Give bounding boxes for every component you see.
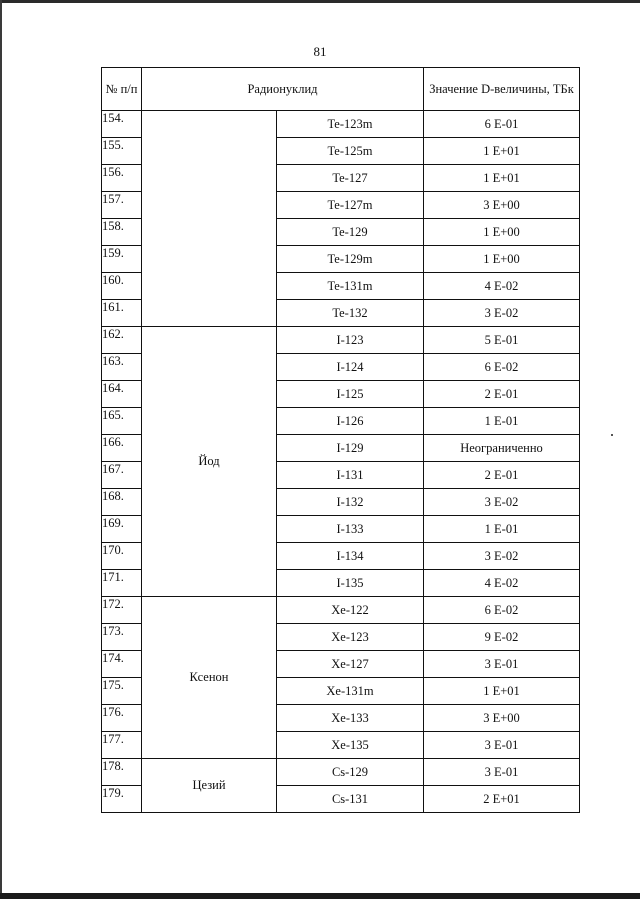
table-row	[102, 111, 580, 138]
page-number: 81	[313, 44, 327, 59]
d-value: 6 E-01	[424, 111, 580, 138]
isotope-name: Xe-131m	[277, 678, 424, 705]
d-value: 2 E-01	[424, 462, 580, 489]
row-number: 174.	[102, 651, 142, 678]
isotope-name: Te-127m	[277, 192, 424, 219]
row-number: 168.	[102, 489, 142, 516]
element-group-name: Ксенон	[142, 597, 277, 759]
row-number: 164.	[102, 381, 142, 408]
isotope-name: Xe-122	[277, 597, 424, 624]
scan-edge-top	[0, 0, 640, 3]
d-value: 6 E-02	[424, 354, 580, 381]
d-value: 3 E+00	[424, 705, 580, 732]
row-number: 159.	[102, 246, 142, 273]
d-value: 1 E+01	[424, 678, 580, 705]
isotope-name: Te-125m	[277, 138, 424, 165]
row-number: 179.	[102, 786, 142, 813]
d-value: 3 E-01	[424, 759, 580, 786]
row-number: 156.	[102, 165, 142, 192]
isotope-name: Te-129m	[277, 246, 424, 273]
isotope-name: Xe-123	[277, 624, 424, 651]
isotope-name: I-133	[277, 516, 424, 543]
row-number: 175.	[102, 678, 142, 705]
isotope-name: I-134	[277, 543, 424, 570]
table-body	[102, 111, 580, 813]
isotope-name: I-124	[277, 354, 424, 381]
row-number: 163.	[102, 354, 142, 381]
isotope-name: I-135	[277, 570, 424, 597]
d-value: 3 E-02	[424, 300, 580, 327]
row-number: 154.	[102, 111, 142, 138]
d-value: 1 E+01	[424, 138, 580, 165]
d-value: 3 E-02	[424, 543, 580, 570]
isotope-name: Cs-129	[277, 759, 424, 786]
d-value: 1 E-01	[424, 408, 580, 435]
header-d-value: Значение D-величины, ТБк	[424, 68, 580, 111]
isotope-name: Te-132	[277, 300, 424, 327]
isotope-name: Te-123m	[277, 111, 424, 138]
element-group-name: Цезий	[142, 759, 277, 813]
d-value: 2 E-01	[424, 381, 580, 408]
d-value: 1 E-01	[424, 516, 580, 543]
isotope-name: Te-127	[277, 165, 424, 192]
row-number: 161.	[102, 300, 142, 327]
d-value: Неограниченно	[424, 435, 580, 462]
d-value: 5 E-01	[424, 327, 580, 354]
radionuclide-table	[101, 67, 580, 813]
d-value: 4 E-02	[424, 273, 580, 300]
row-number: 160.	[102, 273, 142, 300]
row-number: 157.	[102, 192, 142, 219]
header-number: № п/п	[102, 68, 142, 111]
isotope-name: Xe-135	[277, 732, 424, 759]
table-row	[102, 327, 580, 354]
row-number: 165.	[102, 408, 142, 435]
row-number: 166.	[102, 435, 142, 462]
element-group-name	[142, 111, 277, 327]
scan-edge-bottom	[0, 893, 640, 899]
scan-edge-left	[0, 0, 2, 899]
row-number: 167.	[102, 462, 142, 489]
d-value: 3 E-02	[424, 489, 580, 516]
element-group-name: Йод	[142, 327, 277, 597]
row-number: 170.	[102, 543, 142, 570]
isotope-name: Te-129	[277, 219, 424, 246]
isotope-name: I-125	[277, 381, 424, 408]
row-number: 155.	[102, 138, 142, 165]
margin-mark	[611, 434, 613, 436]
d-value: 1 E+00	[424, 246, 580, 273]
row-number: 171.	[102, 570, 142, 597]
row-number: 176.	[102, 705, 142, 732]
isotope-name: Xe-133	[277, 705, 424, 732]
d-value: 6 E-02	[424, 597, 580, 624]
d-value: 9 E-02	[424, 624, 580, 651]
isotope-name: Cs-131	[277, 786, 424, 813]
d-value: 3 E+00	[424, 192, 580, 219]
d-value: 4 E-02	[424, 570, 580, 597]
isotope-name: I-123	[277, 327, 424, 354]
d-value: 3 E-01	[424, 732, 580, 759]
d-value: 2 E+01	[424, 786, 580, 813]
table-row	[102, 759, 580, 786]
d-value: 1 E+01	[424, 165, 580, 192]
row-number: 158.	[102, 219, 142, 246]
table-row	[102, 597, 580, 624]
row-number: 177.	[102, 732, 142, 759]
row-number: 173.	[102, 624, 142, 651]
d-value: 1 E+00	[424, 219, 580, 246]
isotope-name: I-129	[277, 435, 424, 462]
isotope-name: Xe-127	[277, 651, 424, 678]
isotope-name: Te-131m	[277, 273, 424, 300]
header-radionuclide: Радионуклид	[142, 68, 424, 111]
row-number: 178.	[102, 759, 142, 786]
isotope-name: I-132	[277, 489, 424, 516]
d-value: 3 E-01	[424, 651, 580, 678]
isotope-name: I-131	[277, 462, 424, 489]
row-number: 172.	[102, 597, 142, 624]
row-number: 162.	[102, 327, 142, 354]
table-header-row	[102, 68, 580, 111]
isotope-name: I-126	[277, 408, 424, 435]
row-number: 169.	[102, 516, 142, 543]
